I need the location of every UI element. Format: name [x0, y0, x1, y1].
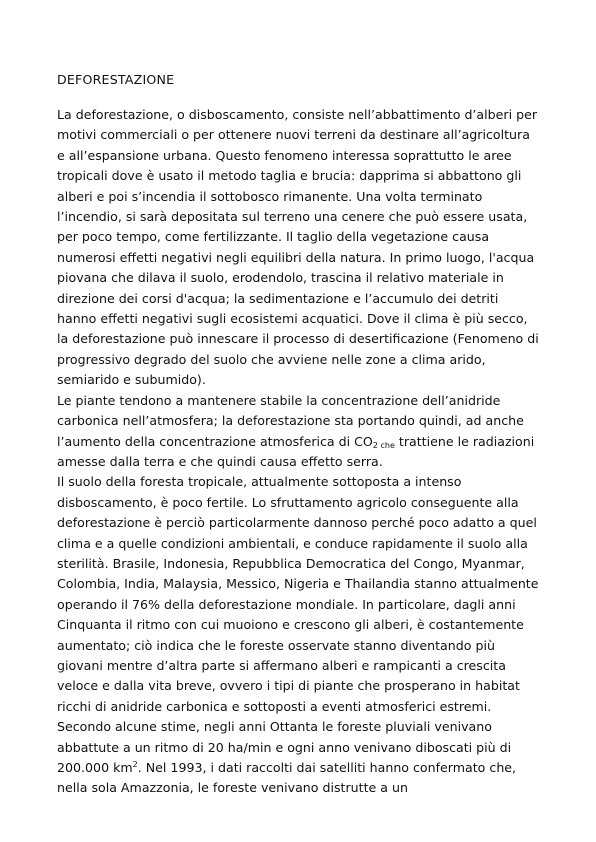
paragraph-3-text-end: . Nel 1993, i dati raccolti dai satelliti hanno confermato che, nella sola Amazzonia, le foreste venivano distrutte a un — [57, 760, 517, 796]
paragraph-2-text-end: trattiene le radiazioni amesse dalla terra e che quindi causa effetto serra. — [57, 433, 535, 469]
paragraph-2-text: Le piante tendono a mantenere stabile la concentrazione dell’anidride carbonica nell’atmosfera; la deforestazione sta portando quindi, ad anche l’aumento della concentrazione atmosferica di CO — [57, 392, 524, 449]
co2-subscript: 2 che — [372, 440, 395, 450]
document-title: DEFORESTAZIONE — [57, 72, 175, 87]
km2-superscript: 2 — [132, 760, 138, 769]
paragraph-2 — [57, 391, 541, 473]
document-body — [57, 105, 541, 799]
paragraph-3-text: Il suolo della foresta tropicale, attualmente sottoposta a intenso disboscamento, è poco fertile. Lo sfruttamento agricolo conseguente alla deforestazione è perciò particolarmente dannoso perché poco adatto a quel clima e a quelle condizioni ambientali, e conduce rapidamente il suolo alla sterilità. Brasile, Indonesia, Repubblica Democratica del Congo, Myanmar, Colombia, India, Malaysia, Messico, Nigeria e Thailandia stanno attualmente operando il 76% della deforestazione mondiale. In particolare, dagli anni Cinquanta il ritmo con cui muoiono e crescono gli alberi, è costantemente aumentato; ciò indica che le foreste osservate stanno diventando più giovani mentre d’altra parte si affermano alberi e rampicanti a crescita veloce e dalla vita breve, ovvero i tipi di piante che prosperano in habitat ricchi di anidride carbonica e sottoposti a eventi atmosferici estremi. Secondo alcune stime, negli anni Ottanta le foreste pluviali venivano abbattute a un ritmo di 20 ha/min e ogni anno venivano diboscati più di 200.000 km — [57, 474, 539, 775]
paragraph-1: La deforestazione, o disboscamento, consiste nell’abbattimento d’alberi per motivi commerciali o per ottenere nuovi terreni da destinare all’agricoltura e all’espansione urbana. Questo fenomeno interessa soprattutto le aree tropicali dove è usato il metodo taglia e brucia: dapprima si abbattono gli alberi e poi s’incendia il sottobosco rimanente. Una volta terminato l’incendio, si sarà depositata sul terreno una cenere che può essere usata, per poco tempo, come fertilizzante. Il taglio della vegetazione causa numerosi effetti negativi negli equilibri della natura. In primo luogo, l'acqua piovana che dilava il suolo, erodendolo, trascina il relativo materiale in direzione dei corsi d'acqua; la sedimentazione e l’accumulo dei detriti hanno effetti negativi sugli ecosistemi acquatici. Dove il clima è più secco, la deforestazione può innescare il processo di desertificazione (Fenomeno di progressivo degrado del suolo che avviene nelle zone a clima arido, semiarido e subumido). — [57, 107, 539, 388]
paragraph-3 — [57, 472, 541, 799]
